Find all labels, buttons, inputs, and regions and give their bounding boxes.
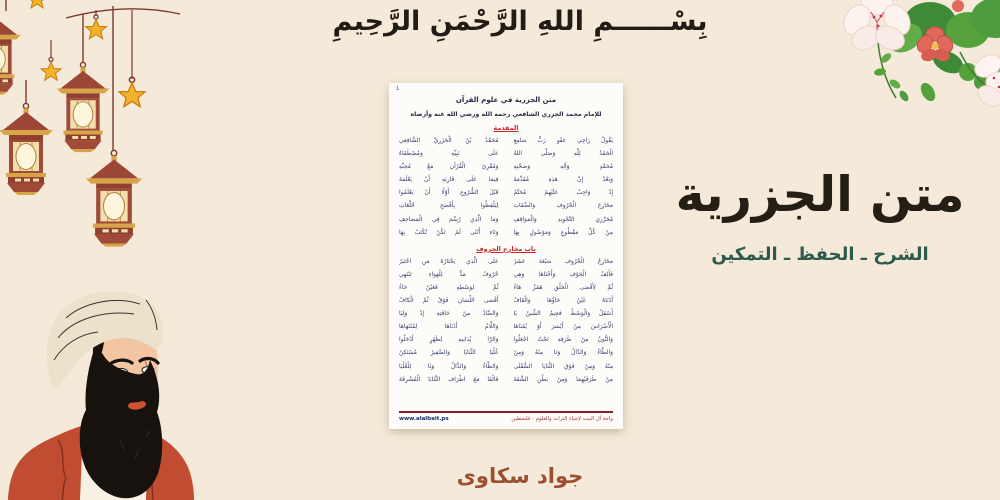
document-author-line: للإمام محمد الجزري الشافعي رحمه الله ورضي الله عنه وأرضاه bbox=[410, 111, 602, 118]
neck bbox=[106, 400, 136, 444]
hemistich-second: وَالظَّاءُ وَالذَّالُ وَثَا لِلْعُلْيَا bbox=[399, 363, 499, 370]
flower-bud-icon bbox=[952, 0, 964, 12]
hemistich-first: وَبَعْدُ إِنَّ هَذِهِ مُقَدِّمَهْ bbox=[513, 177, 613, 184]
document-sections bbox=[389, 124, 623, 387]
star-icon bbox=[86, 15, 107, 39]
hemistich-second: عُلْيَا الثَّنَايَا وَالصَّفِيرُ مُسْتَكِنْ bbox=[399, 350, 499, 357]
hemistich-second: عَلَى نَبِيِّهِ وَمُصْطَفَاهُ bbox=[399, 151, 499, 158]
hemistich-second: وَتَاءِ أُنْثَى لَمْ تَكُنْ تُكْتَبْ بِهَا bbox=[399, 229, 499, 236]
eye bbox=[142, 367, 154, 374]
verse-line bbox=[389, 174, 623, 187]
section-heading: المقدمة bbox=[493, 124, 519, 132]
verse-line bbox=[389, 214, 623, 227]
white-flower-icon bbox=[839, 0, 916, 54]
scholar-illustration bbox=[0, 282, 210, 500]
main-subtitle: الشرح ـ الحفظ ـ التمكين bbox=[711, 244, 929, 265]
white-flower-icon bbox=[971, 50, 1000, 110]
verse-line bbox=[389, 269, 623, 282]
robe-right bbox=[145, 431, 194, 500]
star-icon bbox=[119, 77, 145, 107]
eye bbox=[115, 368, 128, 375]
hemistich-first: وَالطَّاءُ وَالدَّالُ وَتَا مِنْهُ وَمِنْ bbox=[513, 350, 613, 357]
verse-line bbox=[389, 321, 623, 334]
hemistich-second: وَمَا الَّذِي رُسِّمَ فِي الْمَصَاحِفِ bbox=[399, 216, 499, 223]
lanterns-stars-decoration bbox=[0, 0, 210, 270]
hemistich-first: مِنْ كُلِّ مَقْطُوعٍ وَمَوْصُولٍ بِهَا bbox=[513, 229, 613, 236]
lantern-icon bbox=[0, 10, 21, 94]
hemistich-second: فِيمَا عَلَى قَارِئِهِ أَنْ يَعْلَمَهْ bbox=[399, 177, 499, 184]
eyebrow bbox=[110, 360, 132, 364]
hemistich-first: أَسْفَلُ وَالْوَسْطُ فَجِيمُ الشِّينُ يَا bbox=[513, 311, 613, 318]
hemistich-first: مُحَرِّرِي التَّجْوِيدِ وَالْمَوَاقِفِ bbox=[513, 216, 613, 223]
verse-line bbox=[389, 135, 623, 148]
hemistich-second: عَلَى الَّذِي يَخْتَارُهُ مَنِ اخْتَبَرْ bbox=[399, 258, 499, 265]
verse-line bbox=[389, 295, 623, 308]
coral-flower-icon bbox=[914, 27, 956, 63]
lantern-icon bbox=[86, 150, 143, 246]
hemistich-second: وَالضَّادُ مِنْ حَافَتِهِ إِذْ وَلِيَا bbox=[399, 311, 499, 318]
hemistich-second: وَمُقْرِئِ الْقُرْآنِ مَعْ مُحِبِّهِ bbox=[399, 164, 499, 171]
hemistich-first: ثُمَّ لِأَقْصَى الْحَلْقِ هَمْزٌ هَاءُ bbox=[513, 284, 613, 291]
hanging-arc bbox=[66, 9, 180, 18]
verse-line bbox=[389, 347, 623, 360]
hemistich-first: مَخَارِجُ الْحُرُوفِ سَبْعَةَ عَشَرْ bbox=[513, 258, 613, 265]
shirt bbox=[80, 436, 147, 500]
bismillah-calligraphy: بِسْــــــمِ اللهِ الرَّحْمَنِ الرَّحِيمِ bbox=[332, 6, 708, 37]
hemistich-second: حُرُوفُ مَدٍّ لِلْهَوَاءِ تَنْتَهِي bbox=[399, 271, 499, 278]
leaves bbox=[873, 0, 1000, 104]
verse-line bbox=[389, 282, 623, 295]
verse-line bbox=[389, 334, 623, 347]
verse-line bbox=[389, 361, 623, 374]
nose-line bbox=[144, 358, 150, 392]
document-title: متن الجزرية في علوم القرآن bbox=[455, 96, 557, 104]
verse-line bbox=[389, 200, 623, 213]
hemistich-first: الْأَضْرَاسَ مِنْ أَيْسَرَ أَوْ يُمْنَاهَا bbox=[513, 324, 613, 331]
hemistich-first: مَخَارِجَ الْحُرُوفِ وَالصِّفَاتِ bbox=[513, 203, 613, 210]
hemistich-first: مِنْهُ وَمِنْ فَوْقِ الثَّنَايَا السُّفْلَى bbox=[513, 363, 613, 370]
footer-separator bbox=[399, 411, 613, 413]
page-number: 1 bbox=[396, 86, 400, 92]
turban bbox=[47, 291, 163, 388]
main-title: متن الجزرية bbox=[675, 166, 965, 223]
hemistich-first: مُحَمَّدٍ وَآلِهِ وَصَحْبِهِ bbox=[513, 164, 613, 171]
star-icon bbox=[28, 0, 47, 8]
hemistich-first: أَدْنَاهُ غَيْنٌ خَاؤُهَا وَالْقَافُ bbox=[513, 298, 613, 305]
verse-line bbox=[389, 308, 623, 321]
section-heading: باب مخارج الحروف bbox=[476, 244, 536, 253]
hemistich-first: الْحَمْدُ لِلَّهِ وَصَلَّى اللهُ bbox=[513, 151, 613, 158]
robe-left bbox=[8, 423, 100, 500]
hemistich-second: فَالْفَا مَعَ اطْرَافِ الثَّنَايَا الْمُشْرِفَهْ bbox=[399, 376, 499, 383]
mustache bbox=[126, 394, 149, 403]
verse-line bbox=[389, 161, 623, 174]
lantern-icon bbox=[57, 62, 110, 152]
hemistich-second: وَاللَّامُ أَدْنَاهَا لِمُنْتَهَاهَا bbox=[399, 324, 499, 331]
hemistich-first: مِنْ طَرَفَيْهِمَا وَمِنْ بَطْنِ الشَّفَهْ bbox=[513, 376, 613, 383]
hemistich-first: وَالنُّونُ مِنْ طَرَفِهِ تَحْتُ اجْعَلُوا bbox=[513, 337, 613, 344]
hemistich-second: لِيَلْفِظُوا بِأَفْصَحِ اللُّغَاتِ bbox=[399, 203, 499, 210]
star-icon bbox=[41, 58, 61, 81]
hemistich-second: قَبْلَ الشُّرُوعِ أَوَّلًا أَنْ يَعْلَمُوا bbox=[399, 190, 499, 197]
mouth bbox=[127, 399, 146, 410]
hemistich-first: إِذْ وَاجِبٌ عَلَيْهِمْ مُحَتَّمُ bbox=[513, 190, 613, 197]
verse-line bbox=[389, 148, 623, 161]
footer-organization: واحة آل البيت لإحياء التراث والعلوم - فلسطين bbox=[511, 416, 613, 422]
sideburn bbox=[93, 336, 104, 364]
presenter-name: جواد سكاوى bbox=[456, 464, 584, 488]
verse-line bbox=[389, 227, 623, 240]
verse-line bbox=[389, 187, 623, 200]
hemistich-first: يَقُولُ رَاجِي عَفْوِ رَبٍّ سَامِعِ bbox=[513, 138, 613, 144]
verse-line bbox=[389, 256, 623, 269]
hemistich-second: أَقْصَى اللِّسَانِ فَوْقُ ثُمَّ الْكَافُ bbox=[399, 298, 499, 305]
hemistich-second: مُحَمَّدُ بْنُ الْجَزَرِيِّ الشَّافِعِي bbox=[399, 138, 499, 144]
hemistich-second: ثُمَّ لِوَسْطِهِ فَعَيْنٌ حَاءُ bbox=[399, 284, 499, 291]
beard bbox=[80, 344, 162, 498]
face bbox=[96, 320, 158, 416]
lantern-icon bbox=[0, 103, 53, 195]
hemistich-second: وَالرَّا يُدَانِيهِ لِظَهْرٍ أَدْخَلُوا bbox=[399, 337, 499, 344]
footer-website: www.alalbait.ps bbox=[399, 416, 449, 422]
verse-line bbox=[389, 374, 623, 387]
document-footer bbox=[399, 411, 613, 422]
document-page bbox=[389, 83, 623, 429]
eyebrow bbox=[140, 359, 158, 363]
hemistich-first: فَأَلِفُ الْجَوْفِ وَأُخْتَاهَا وَهِي bbox=[513, 271, 613, 278]
